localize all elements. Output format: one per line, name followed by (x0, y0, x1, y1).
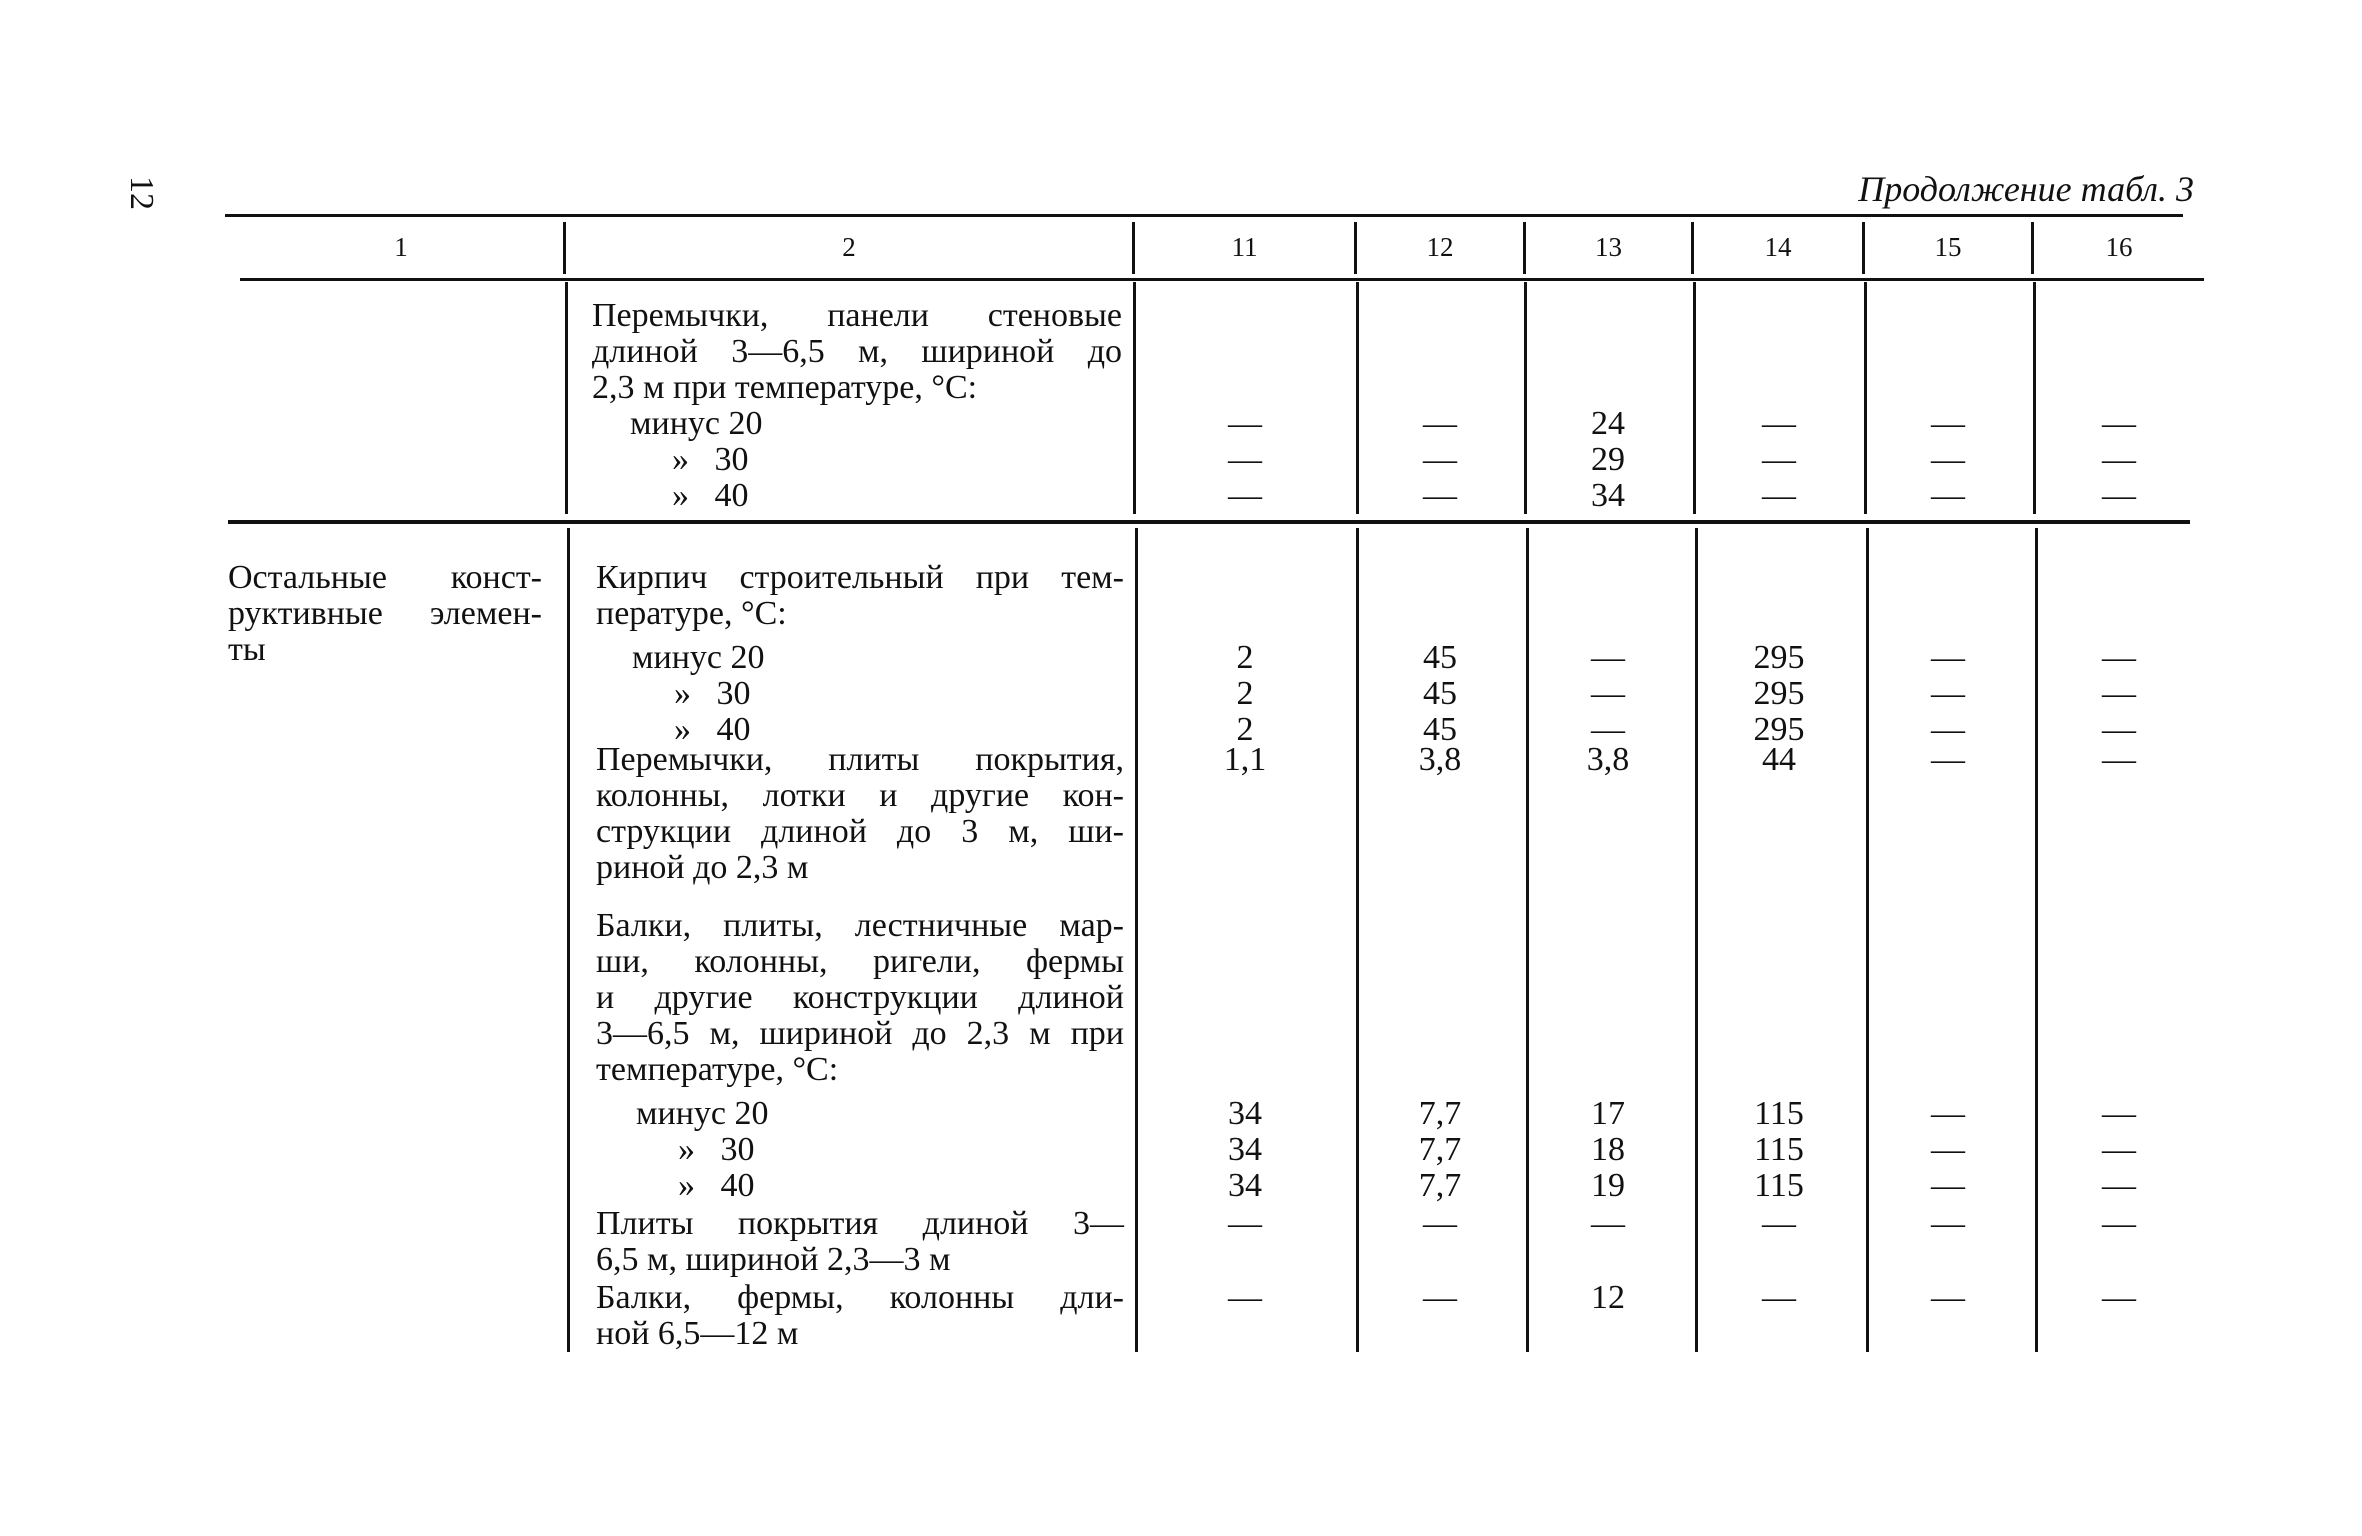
section1-col-divider (565, 282, 568, 514)
table-cell: — (1423, 441, 1457, 478)
beams-description (596, 908, 1124, 1088)
text-line: пературе, °С: (596, 595, 787, 632)
table-cell: — (2102, 1279, 2136, 1316)
table-cell: — (2102, 1167, 2136, 1204)
text-line: Перемычки, плиты покрытия, (596, 741, 1124, 778)
header-cell: 14 (1764, 232, 1792, 262)
table-cell: — (2102, 405, 2136, 442)
table-cell: 2 (1236, 675, 1254, 712)
section1-col-divider (1524, 282, 1527, 514)
table-cell: — (1931, 405, 1965, 442)
table-cell: — (1228, 477, 1262, 514)
text-line: Остальные конст- (228, 559, 542, 596)
text-line: ной 6,5—12 м (596, 1315, 799, 1352)
slabs-description (596, 1206, 1124, 1278)
table-cell: 45 (1423, 639, 1457, 676)
section-divider-rule (228, 520, 2190, 524)
section2-col-divider (567, 528, 570, 1352)
table-cell: 7,7 (1418, 1167, 1462, 1204)
table-cell: — (1591, 711, 1625, 748)
table-cell: — (2102, 639, 2136, 676)
text-line: длиной 3—6,5 м, шириной до (592, 333, 1122, 370)
table-cell: — (1228, 1205, 1262, 1242)
table-cell: 34 (1228, 1131, 1262, 1168)
temperature-label: » 30 (672, 441, 749, 478)
section2-col-divider (1135, 528, 1138, 1352)
table-cell: — (1931, 1205, 1965, 1242)
temperature-label: » 30 (674, 675, 751, 712)
temperature-label: » 40 (678, 1167, 755, 1204)
temperature-label: » 30 (678, 1131, 755, 1168)
table-cell: — (1931, 639, 1965, 676)
table-cell: 3,8 (1586, 741, 1630, 778)
table-cell: 7,7 (1418, 1131, 1462, 1168)
table-continuation-label: Продолжение табл. 3 (1858, 169, 2194, 209)
table-cell: 24 (1591, 405, 1625, 442)
text-line: колонны, лотки и другие кон- (596, 777, 1124, 814)
table-cell: — (1228, 1279, 1262, 1316)
table-cell: — (1931, 1131, 1965, 1168)
table-cell: 295 (1753, 639, 1805, 676)
header-cell: 15 (1934, 232, 1962, 262)
table-cell: — (1931, 1095, 1965, 1132)
table-cell: — (2102, 1131, 2136, 1168)
table-cell: — (2102, 1205, 2136, 1242)
table-cell: 29 (1591, 441, 1625, 478)
table-cell: — (2102, 741, 2136, 778)
text-line: Перемычки, панели стеновые (592, 297, 1122, 334)
section1-col-divider (1356, 282, 1359, 514)
table-cell: — (1591, 639, 1625, 676)
table-cell: — (1931, 711, 1965, 748)
page-number: 12 (123, 176, 160, 210)
section1-col-divider (1133, 282, 1136, 514)
table-cell: — (1591, 675, 1625, 712)
text-line: риной до 2,3 м (596, 849, 809, 886)
text-line: температуре, °С: (596, 1051, 839, 1088)
table-cell: — (1931, 741, 1965, 778)
table-cell: — (1931, 477, 1965, 514)
table-cell: — (2102, 711, 2136, 748)
table-cell: 3,8 (1418, 741, 1462, 778)
temperature-label: минус 20 (630, 405, 763, 442)
table-cell: — (1931, 1279, 1965, 1316)
table-cell: — (2102, 477, 2136, 514)
section1-col-divider (1864, 282, 1867, 514)
table-cell: 17 (1591, 1095, 1625, 1132)
text-line: руктивные элемен- (228, 595, 542, 632)
girders-description (596, 1280, 1124, 1352)
table-cell: 12 (1591, 1279, 1625, 1316)
table-cell: 115 (1754, 1095, 1804, 1132)
table-cell: — (1762, 405, 1796, 442)
text-line: и другие конструкции длиной (596, 979, 1124, 1016)
header-cell: 2 (842, 232, 856, 262)
table-cell: 115 (1754, 1167, 1804, 1204)
table-cell: — (1762, 441, 1796, 478)
lintels-description (596, 742, 1124, 886)
table-cell: 44 (1762, 741, 1796, 778)
table-cell: — (2102, 441, 2136, 478)
table-cell: 34 (1228, 1095, 1262, 1132)
text-line: Балки, плиты, лестничные мар- (596, 907, 1124, 944)
table-cell: 34 (1228, 1167, 1262, 1204)
temperature-label: минус 20 (636, 1095, 769, 1132)
header-cell: 1 (394, 232, 408, 262)
header-bottom-rule (240, 278, 2204, 281)
text-line: Кирпич строительный при тем- (596, 559, 1124, 596)
table-cell: — (1423, 1279, 1457, 1316)
table-cell: — (2102, 675, 2136, 712)
table-cell: 45 (1423, 675, 1457, 712)
table-cell: — (1591, 1205, 1625, 1242)
table-cell: — (1228, 405, 1262, 442)
table-cell: — (1228, 441, 1262, 478)
table-cell: — (1931, 675, 1965, 712)
temperature-label: » 40 (674, 711, 751, 748)
text-line: 3—6,5 м, шириной до 2,3 м при (596, 1015, 1124, 1052)
text-line: Плиты покрытия длиной 3— (596, 1205, 1124, 1242)
table-cell: — (1762, 1205, 1796, 1242)
category-cell (228, 560, 542, 668)
table-cell: — (1931, 1167, 1965, 1204)
table-cell: 18 (1591, 1131, 1625, 1168)
section1-col-divider (2033, 282, 2036, 514)
table-cell: 34 (1591, 477, 1625, 514)
section2-col-divider (1356, 528, 1359, 1352)
table-cell: 115 (1754, 1131, 1804, 1168)
table-cell: — (1423, 1205, 1457, 1242)
section1-col-divider (1693, 282, 1696, 514)
table-cell: 1,1 (1223, 741, 1267, 778)
table-cell: 7,7 (1418, 1095, 1462, 1132)
text-line: струкции длиной до 3 м, ши- (596, 813, 1124, 850)
table-cell: 45 (1423, 711, 1457, 748)
table-cell: 2 (1236, 639, 1254, 676)
brick-description (596, 560, 1124, 632)
top-rule (225, 214, 2183, 217)
section2-col-divider (2035, 528, 2038, 1352)
header-cell: 16 (2105, 232, 2133, 262)
temperature-label: » 40 (672, 477, 749, 514)
text-line: Балки, фермы, колонны дли- (596, 1279, 1124, 1316)
table-cell: — (1423, 477, 1457, 514)
text-line: ты (228, 631, 266, 668)
text-line: ши, колонны, ригели, фермы (596, 943, 1124, 980)
table-cell: 2 (1236, 711, 1254, 748)
header-cell: 11 (1231, 232, 1258, 262)
header-cell: 12 (1426, 232, 1454, 262)
table-cell: — (2102, 1095, 2136, 1132)
table-cell: — (1762, 477, 1796, 514)
header-cell: 13 (1595, 232, 1622, 262)
text-line: 6,5 м, шириной 2,3—3 м (596, 1241, 951, 1278)
table-cell: 295 (1753, 675, 1805, 712)
section1-description (592, 298, 1122, 406)
table-cell: — (1423, 405, 1457, 442)
table-cell: — (1931, 441, 1965, 478)
section2-col-divider (1695, 528, 1698, 1352)
table-cell: 19 (1591, 1167, 1625, 1204)
text-line: 2,3 м при температуре, °С: (592, 369, 978, 406)
temperature-label: минус 20 (632, 639, 765, 676)
table-cell: — (1762, 1279, 1796, 1316)
table-cell: 295 (1753, 711, 1805, 748)
